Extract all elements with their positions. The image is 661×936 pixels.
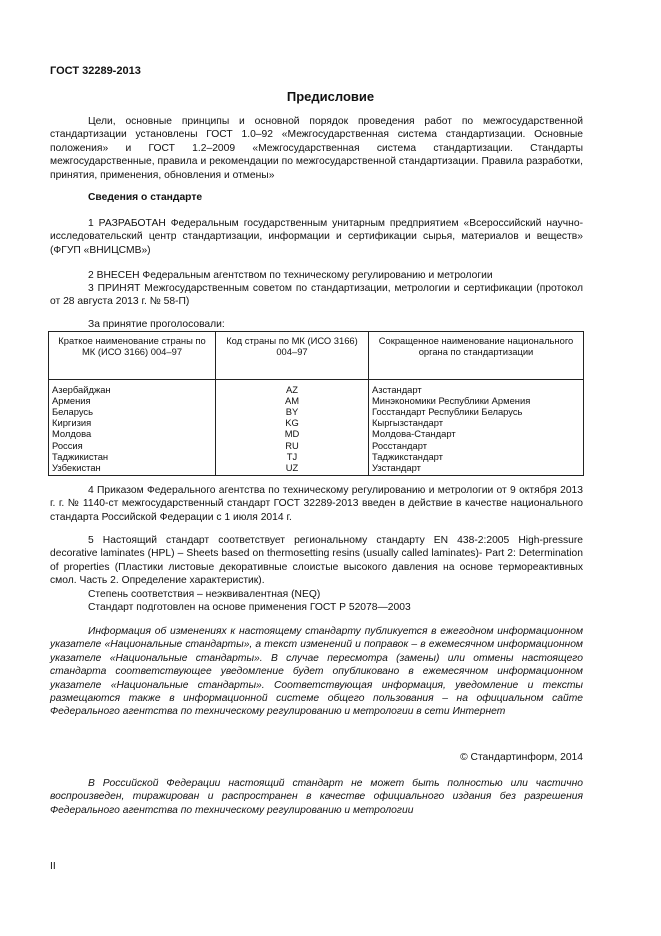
column-header: Краткое наименование страны по МК (ИСО 3166) 004–97 (49, 332, 216, 380)
reproduction-notice: В Российской Федерации настоящий стандарт не может быть полностью или частично воспроизведен, тиражирован и распространен в качестве официального издания без разрешения Федерального агентства по техническому регулированию и метрологии (50, 778, 583, 816)
section-heading: Сведения о стандарте (88, 192, 203, 203)
code-cell: UZ (216, 462, 369, 476)
table-row (49, 462, 584, 476)
country-cell: Азербайджан (49, 384, 216, 395)
document-id: ГОСТ 32289-2013 (50, 65, 141, 77)
body-cell: Таджикстандарт (369, 451, 584, 462)
code-cell: AZ (216, 384, 369, 395)
country-cell: Армения (49, 395, 216, 406)
table-row (49, 395, 584, 406)
body-cell: Минэкономики Республики Армения (369, 395, 584, 406)
table-row (49, 440, 584, 451)
code-cell: BY (216, 406, 369, 417)
vote-table (48, 331, 584, 476)
copyright: © Стандартинформ, 2014 (460, 752, 583, 763)
country-cell: Таджикистан (49, 451, 216, 462)
page-title: Предисловие (286, 89, 375, 104)
table-row (49, 451, 584, 462)
info-item-2: 2 ВНЕСЕН Федеральным агентством по техническому регулированию и метрологии (88, 270, 493, 281)
code-cell: MD (216, 428, 369, 439)
body-cell: Молдова-Стандарт (369, 428, 584, 439)
code-cell: KG (216, 417, 369, 428)
column-header: Сокращенное наименование национального органа по стандартизации (369, 332, 584, 380)
body-cell: Росстандарт (369, 440, 584, 451)
table-row (49, 417, 584, 428)
preface-intro: Цели, основные принципы и основной порядок проведения работ по межгосударственной стандартизации установлены ГОСТ 1.0–92 «Межгосударственная система стандартизации. Основные положения» и ГОСТ 1.2–2009 «Межгосударственная система стандартизации. Стандарты межгосударственные, правила и рекомендации по межгосударственной стандартизации. Правила разработки, принятия, применения, обновления и отмены» (50, 116, 583, 181)
column-header: Код страны по МК (ИСО 3166) 004–97 (216, 332, 369, 380)
table-header-row (49, 332, 584, 380)
table-row (49, 428, 584, 439)
country-cell: Узбекистан (49, 462, 216, 476)
changes-info-notice: Информация об изменениях к настоящему стандарту публикуется в ежегодном информационном указателе «Национальные стандарты», а текст изменений и поправок – в ежемесячном информационном указателе «Национальные стандарты». В случае пересмотра (замены) или отмены настоящего стандарта соответствующее уведомление будет опубликовано в ежемесячном информационном указателе «Национальные стандарты». Соответствующая информация, уведомление и тексты размещаются также в информационной системе общего пользования – на официальном сайте Федерального агентства по техническому регулированию и метрологии в сети Интернет (50, 626, 583, 718)
code-cell: TJ (216, 451, 369, 462)
code-cell: AM (216, 395, 369, 406)
country-cell: Беларусь (49, 406, 216, 417)
body-cell: Кыргызстандарт (369, 417, 584, 428)
country-cell: Молдова (49, 428, 216, 439)
info-item-1: 1 РАЗРАБОТАН Федеральным государственным унитарным предприятием «Всероссийский научно-исследовательский центр стандартизации, информации и сертификации сырья, материалов и веществ» (ФГУП «ВНИЦСМВ») (50, 218, 583, 256)
country-cell: Россия (49, 440, 216, 451)
code-cell: RU (216, 440, 369, 451)
info-item-3: 3 ПРИНЯТ Межгосударственным советом по стандартизации, метрологии и сертификации (протокол от 28 августа 2013 г. № 58-П) (50, 283, 583, 308)
table-row (49, 384, 584, 395)
table-row (49, 406, 584, 417)
body-cell: Госстандарт Республики Беларусь (369, 406, 584, 417)
info-item-5: 5 Настоящий стандарт соответствует региональному стандарту EN 438-2:2005 High-pressure decorative laminates (HPL) – Sheets based on thermosetting resins (usually called laminates)- Part 2: Determination of properties (Пластики листовые декоративные слоистые высокого давления на основе термореактивных смол. Часть 2. Определение характеристик). (50, 535, 583, 587)
conformity-degree: Степень соответствия – неэквивалентная (NEQ) (88, 589, 321, 600)
country-cell: Киргизия (49, 417, 216, 428)
basis-statement: Стандарт подготовлен на основе применения ГОСТ Р 52078—2003 (88, 602, 411, 613)
info-item-4: 4 Приказом Федерального агентства по техническому регулированию и метрологии от 9 октября 2013 г. г. № 1140-ст межгосударственный стандарт ГОСТ 32289-2013 введен в действие в качестве национального стандарта Российской Федерации с 1 июля 2014 г. (50, 485, 583, 523)
body-cell: Азстандарт (369, 384, 584, 395)
vote-label: За принятие проголосовали: (88, 319, 225, 330)
page-number: II (50, 861, 56, 872)
body-cell: Узстандарт (369, 462, 584, 476)
